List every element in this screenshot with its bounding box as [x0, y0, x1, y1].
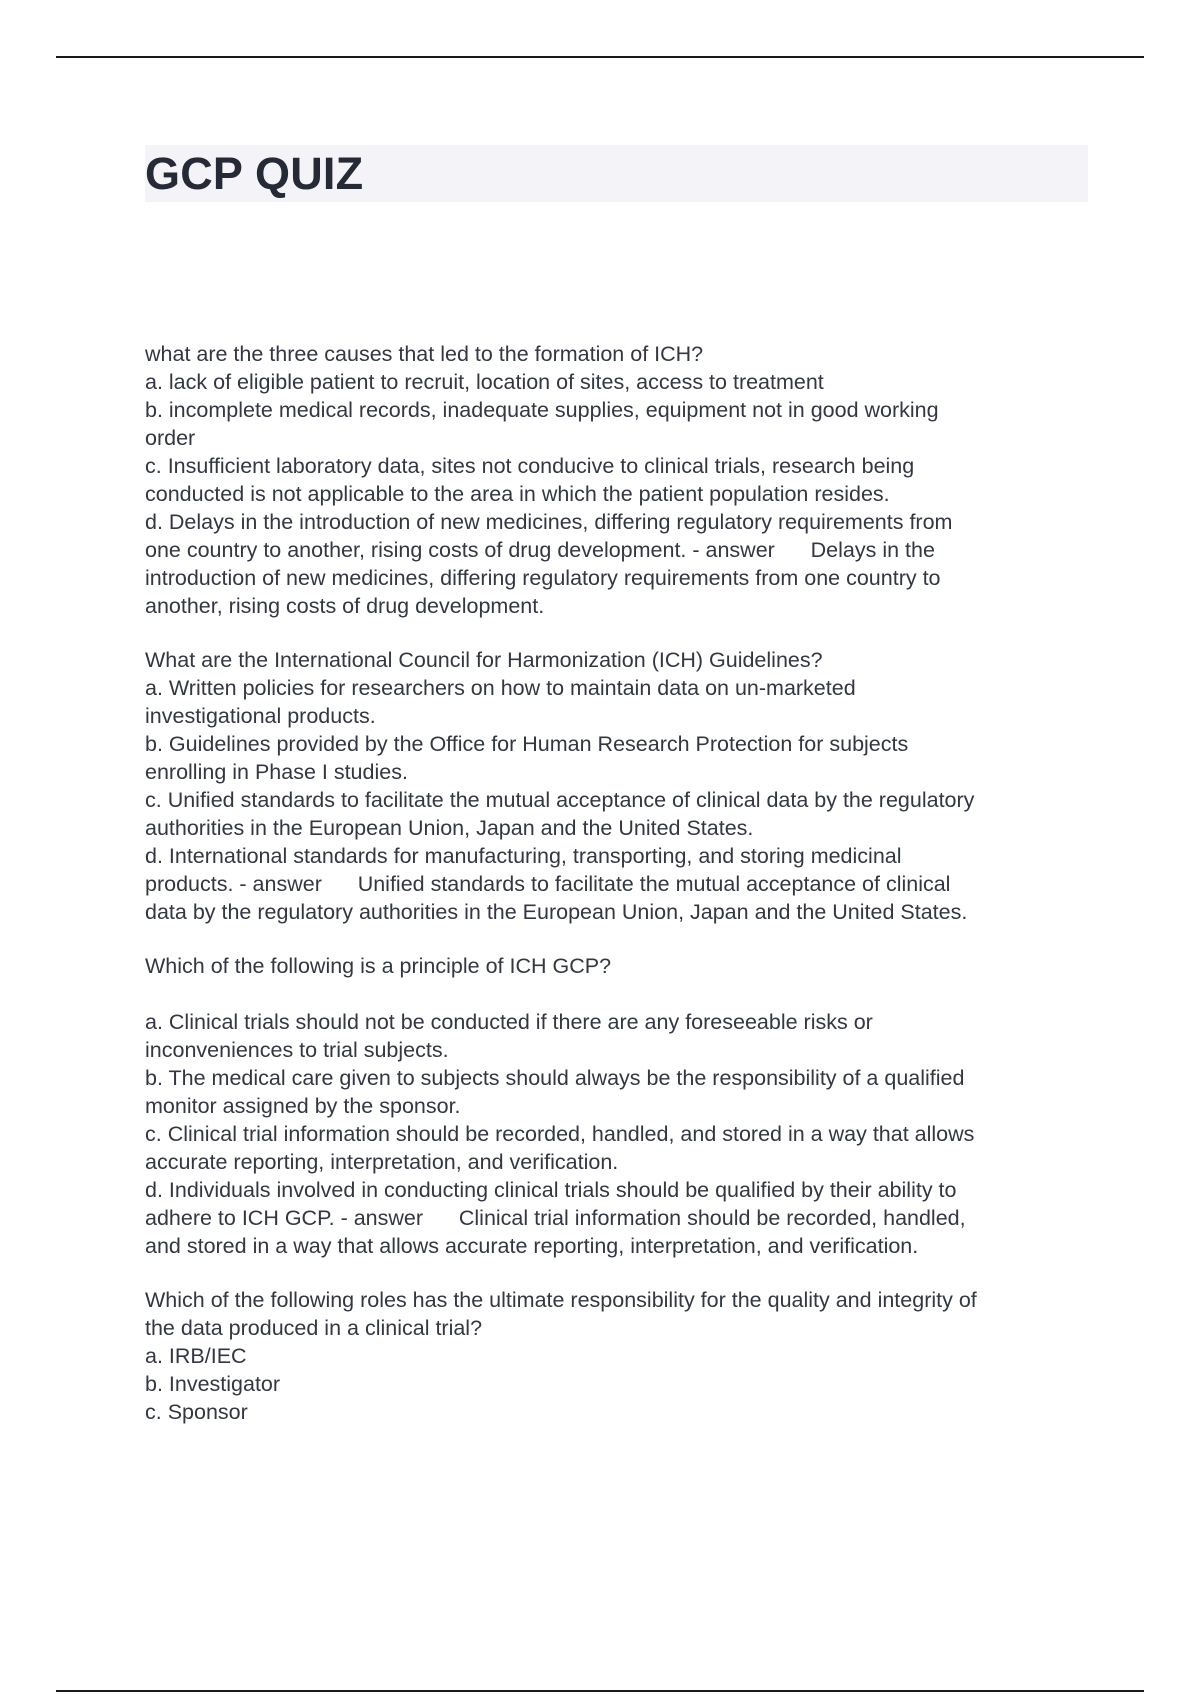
question-2-option: enrolling in Phase I studies.	[145, 760, 408, 784]
question-block-4	[145, 1286, 1090, 1426]
question-1-option: c. Insufficient laboratory data, sites not conducive to clinical trials, research being	[145, 454, 915, 478]
question-4-text: Which of the following roles has the ultimate responsibility for the quality and integrity of	[145, 1288, 977, 1312]
question-4-option: b. Investigator	[145, 1372, 281, 1396]
question-1-option: b. incomplete medical records, inadequate supplies, equipment not in good working	[145, 398, 939, 422]
question-3-option: b. The medical care given to subjects should always be the responsibility of a qualified	[145, 1066, 965, 1090]
top-rule	[56, 56, 1144, 58]
question-2-text: What are the International Council for Harmonization (ICH) Guidelines?	[145, 648, 823, 672]
question-1-option: a. lack of eligible patient to recruit, location of sites, access to treatment	[145, 370, 824, 394]
question-3-option: accurate reporting, interpretation, and verification.	[145, 1150, 619, 1174]
question-3-option: d. Individuals involved in conducting clinical trials should be qualified by their ability to	[145, 1178, 957, 1202]
question-1-option: d. Delays in the introduction of new medicines, differing regulatory requirements from	[145, 510, 953, 534]
question-2-answer: products. - answer Unified standards to facilitate the mutual acceptance of clinical	[145, 872, 951, 896]
question-3-option: monitor assigned by the sponsor.	[145, 1094, 461, 1118]
question-1-answer: another, rising costs of drug development.	[145, 594, 545, 618]
question-1-text: what are the three causes that led to the formation of ICH?	[145, 342, 704, 366]
question-4-text: the data produced in a clinical trial?	[145, 1316, 483, 1340]
question-2-answer: data by the regulatory authorities in the European Union, Japan and the United States.	[145, 900, 968, 924]
question-block-3	[145, 952, 1090, 1260]
question-4-option: c. Sponsor	[145, 1400, 248, 1424]
bottom-rule	[56, 1690, 1144, 1692]
question-3-answer: adhere to ICH GCP. - answer Clinical trial information should be recorded, handled,	[145, 1206, 966, 1230]
question-1-answer: introduction of new medicines, differing regulatory requirements from one country to	[145, 566, 941, 590]
question-3-option: c. Clinical trial information should be recorded, handled, and stored in a way that allows	[145, 1122, 975, 1146]
question-1-option: conducted is not applicable to the area in which the patient population resides.	[145, 482, 890, 506]
question-3-spacer	[145, 980, 1090, 1008]
question-1-answer: one country to another, rising costs of drug development. - answer Delays in the	[145, 538, 935, 562]
question-2-option: a. Written policies for researchers on how to maintain data on un-marketed	[145, 676, 856, 700]
question-block-1	[145, 340, 1090, 620]
question-4-option: a. IRB/IEC	[145, 1344, 247, 1368]
question-2-option: d. International standards for manufacturing, transporting, and storing medicinal	[145, 844, 902, 868]
question-3-option: a. Clinical trials should not be conducted if there are any foreseeable risks or	[145, 1010, 873, 1034]
question-3-option: inconveniences to trial subjects.	[145, 1038, 449, 1062]
question-1-option: order	[145, 426, 196, 450]
question-2-option: authorities in the European Union, Japan and the United States.	[145, 816, 754, 840]
question-block-2	[145, 646, 1090, 926]
quiz-content	[145, 340, 1090, 1452]
question-2-option: c. Unified standards to facilitate the mutual acceptance of clinical data by the regulatory	[145, 788, 975, 812]
question-3-answer: and stored in a way that allows accurate reporting, interpretation, and verification.	[145, 1234, 919, 1258]
question-2-option: b. Guidelines provided by the Office for Human Research Protection for subjects	[145, 732, 909, 756]
page-title: GCP QUIZ	[145, 148, 364, 199]
question-3-text: Which of the following is a principle of ICH GCP?	[145, 954, 612, 978]
question-2-option: investigational products.	[145, 704, 376, 728]
